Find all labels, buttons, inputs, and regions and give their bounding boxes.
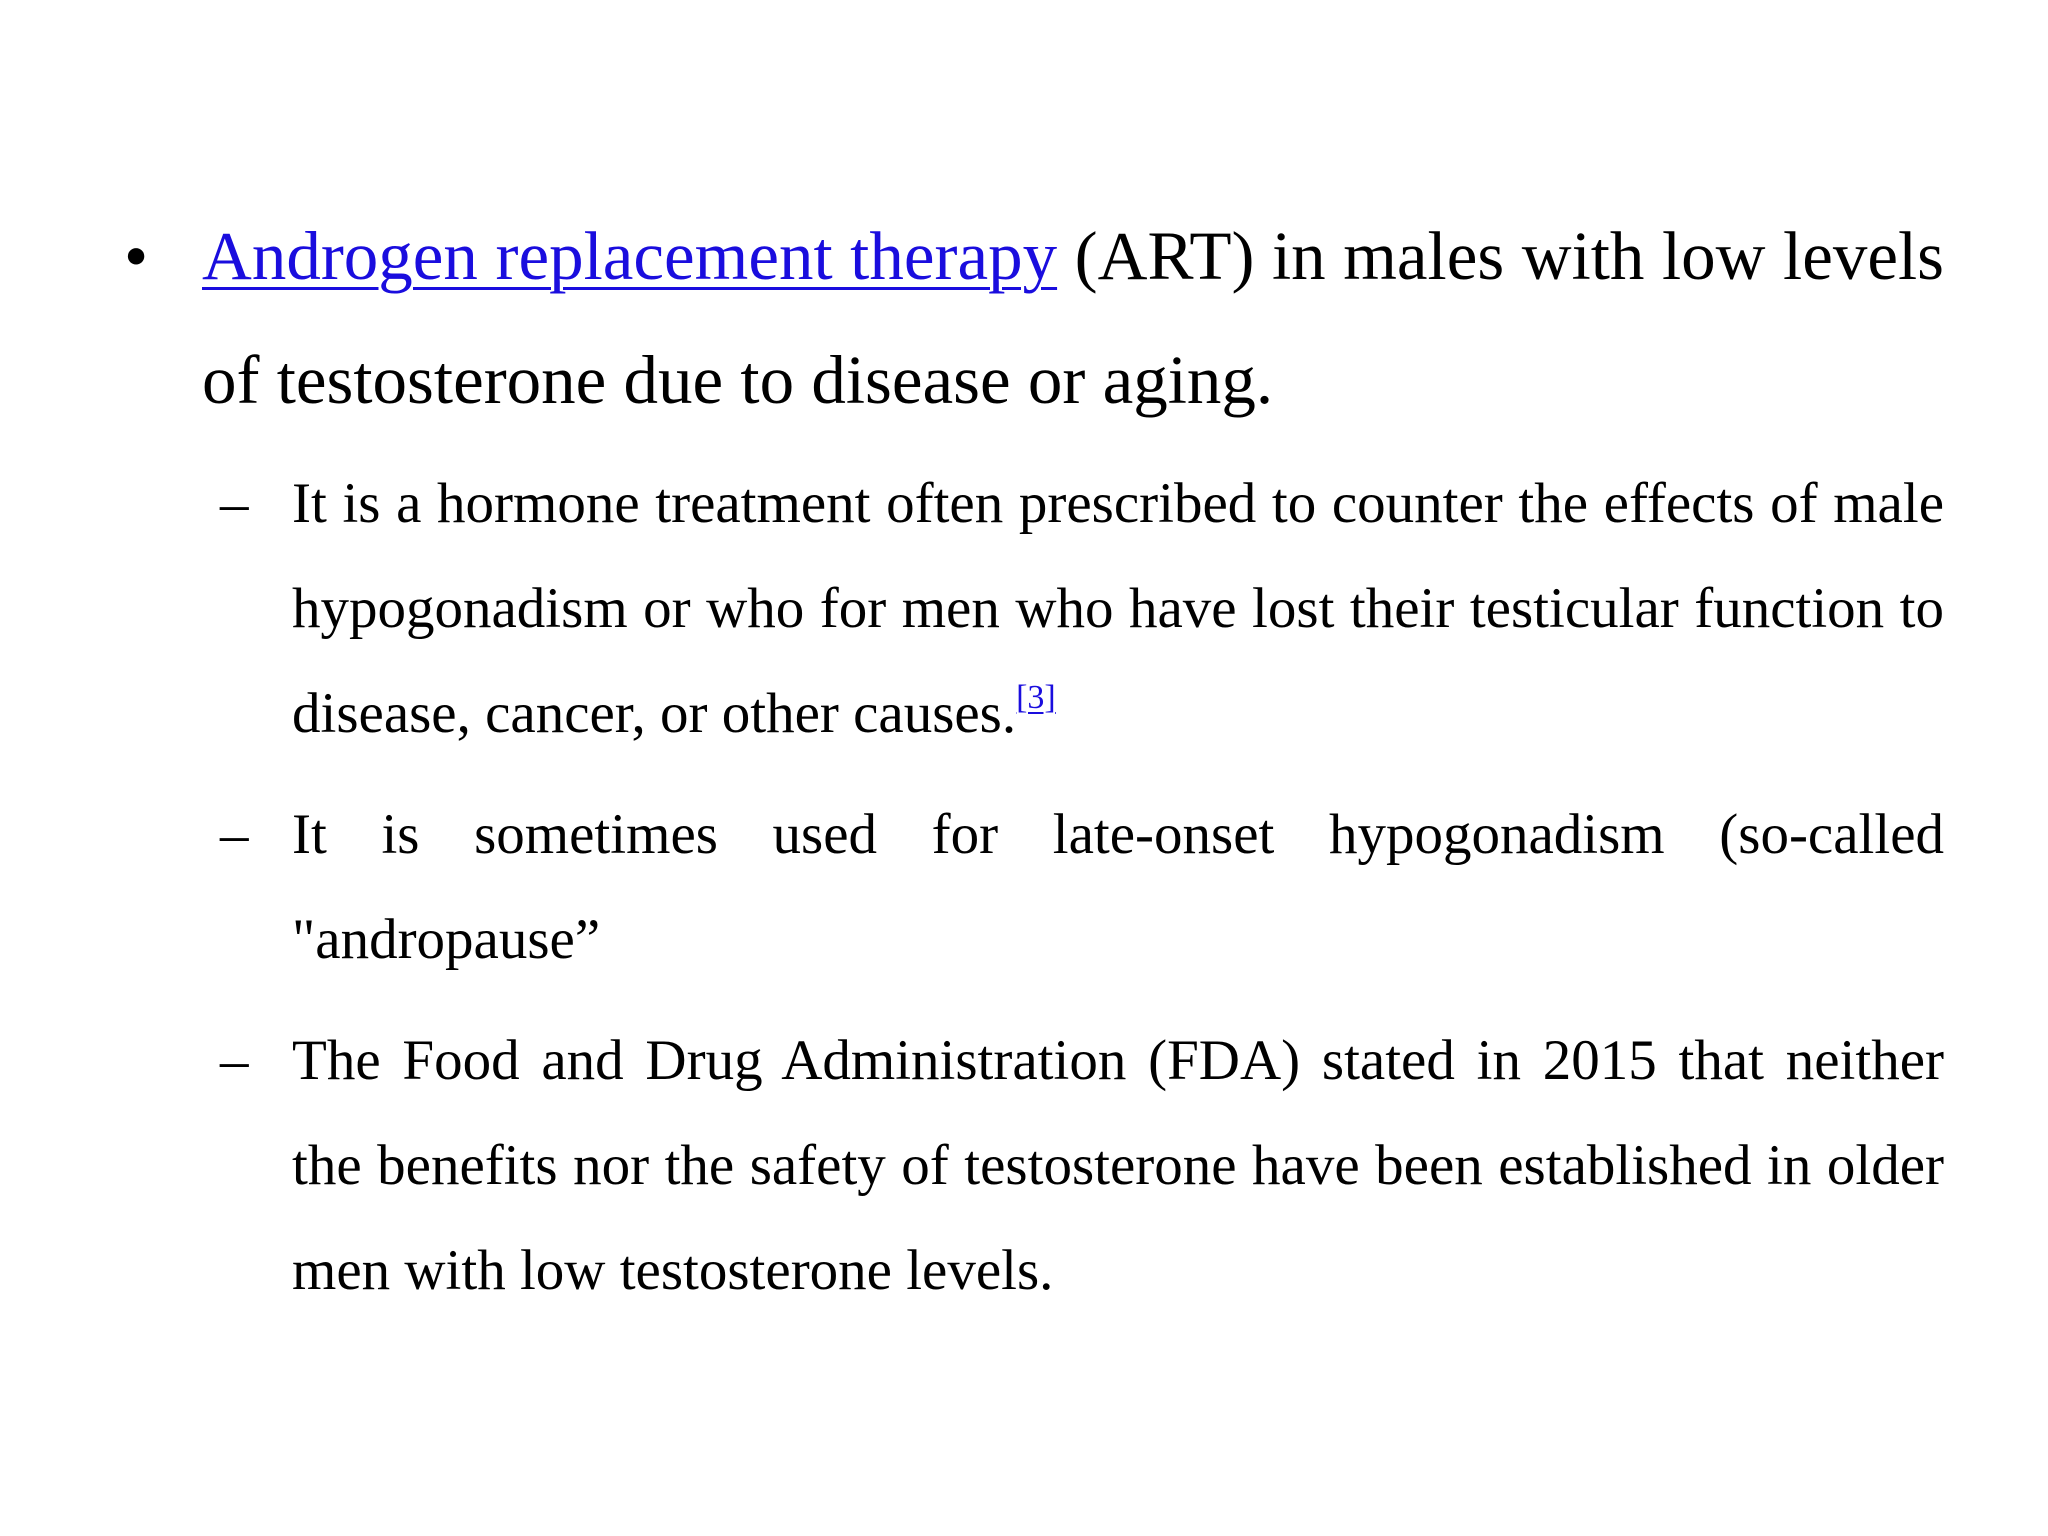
sub-bullet-text — [292, 782, 1944, 992]
sub-bullet-item — [220, 451, 1944, 766]
sub-bullet-text — [292, 1008, 1944, 1323]
main-bullet-text — [202, 194, 1944, 442]
sub-bullet-list — [220, 451, 1944, 1339]
sub-bullet-body: It is a hormone treatment often prescribed to counter the effects of male hypogonadism or who for men who have lost their testicular function to disease, cancer, or other causes. — [292, 472, 1944, 745]
main-bullet-body: (ART) in males with low levels of testosterone due to disease or aging. — [202, 218, 1944, 418]
sub-bullet-item — [220, 782, 1944, 992]
sub-bullet-body: The Food and Drug Administration (FDA) stated in 2015 that neither the benefits nor the safety of testosterone have been established in older men with low testosterone levels. — [292, 1029, 1944, 1302]
dash-marker: – — [220, 472, 249, 535]
citation-3-link[interactable]: [3] — [1016, 679, 1056, 716]
main-bullet-item — [124, 194, 1944, 442]
dash-marker: – — [220, 803, 249, 866]
dash-marker: – — [220, 1029, 249, 1092]
sub-bullet-body: It is sometimes used for late-onset hypogonadism (so-called "andropause” — [292, 803, 1944, 971]
citation-ref — [1016, 679, 1056, 716]
bullet-marker: • — [124, 218, 149, 294]
sub-bullet-item — [220, 1008, 1944, 1323]
androgen-replacement-therapy-link[interactable]: Androgen replacement therapy — [202, 218, 1058, 294]
sub-bullet-text — [292, 451, 1944, 766]
